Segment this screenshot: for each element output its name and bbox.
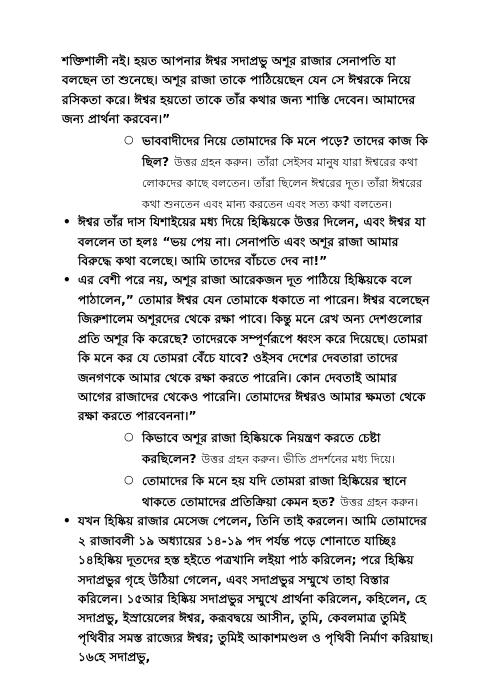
intro-paragraph: শক্তিশালী নই। হয়ত আপনার ঈশ্বর সদাপ্রভু অশূর রাজার সেনাপতি যা বলছেন তা শুনেছে। অশূর রাজা তাকে পাঠিয়েছেন যেন সে ঈশ্বরকে নিয়ে রসিকতা করে। ঈশ্বর হয়তো তাকে তাঁর কথার জন্য শাস্তি দেবেন। আমাদের জন্য প্রার্থনা করবেন।”: [62, 54, 416, 127]
bullet-dot-icon: •: [63, 514, 71, 529]
circle-bullet-icon: ○: [124, 429, 134, 443]
main-list-2: [62, 512, 434, 667]
document-page: [62, 52, 434, 668]
bullet-dot-icon: •: [63, 273, 71, 288]
question-text: কিভাবে অশূর রাজা হিষ্কিয়কে নিয়ন্ত্রণ করতে চেষ্টা করছিলেন?: [142, 430, 381, 467]
hint-text: উত্তর গ্রহন করুন।: [174, 156, 253, 170]
bullet-item: [62, 512, 434, 667]
hint-text: উত্তর গ্রহন করুন।: [340, 495, 419, 509]
sub-list-2: [62, 427, 434, 513]
scripture-text: ১৪হিষ্কিয় দূতদের হস্ত হইতে পত্রখানি লইয়া পাঠ করিলেন; পরে হিষ্কিয় সদাপ্রভুর গৃহে উঠিয়া গেলেন, এবং সদাপ্রভুর সম্মুখে তাহা বিস্তার করিলেন। ১৫আর হিষ্কিয় সদাপ্রভুর সম্মুখে প্রার্থনা করিলেন, কহিলেন, হে সদাপ্রভু, ইস্রায়েলের ঈশ্বর, করূবদ্বয়ে আসীন, তুমি, কেবলমাত্র তুমিই পৃথিবীর সমস্ত রাজ্যের ঈশ্বর; তুমিই আকাশমণ্ডল ও পৃথিবী নির্মাণ করিয়াছ। ১৬হে সদাপ্রভু,: [78, 553, 434, 665]
sub-bullet-item: [62, 427, 434, 470]
bullet-item: [62, 271, 434, 426]
circle-bullet-icon: ○: [124, 472, 134, 486]
sub-list-1: [62, 130, 434, 214]
sub-bullet-item: [62, 470, 434, 513]
bullet-text: এর বেশী পরে নয়, অশূর রাজা আরেকজন দূত পাঠিয়ে হিষ্কিয়কে বলে পাঠালেন,” তোমার ঈশ্বর যেন তোমাকে ধকাতে না পারেন। ঈশ্বর বলেছেন জিরুশালেম অশূরদের থেকে রক্ষা পাবে। কিন্তু মনে রেখ অন্য দেশগুলোর প্রতি অশূর কি করেছে? তাদেরকে সম্পূর্ণরূপে ধ্বংস করে দিয়েছে। তোমরা কি মনে কর যে তোমরা বেঁচে যাবে? ওইসব দেশের দেবতারা তাদের জনগণকে আমার থেকে রক্ষা করতে পারেনি। কোন দেবতাই আমার আগের রাজাদের থেকেও পারেনি। তোমাদের ঈশ্বরও আমার ক্ষমতা থেকে রক্ষা করতে পারবেননা।”: [78, 273, 430, 424]
sub-bullet-item: [62, 130, 434, 214]
bullet-dot-icon: •: [63, 215, 71, 230]
circle-bullet-icon: ○: [124, 132, 134, 146]
question-text: ভাববাদীদের নিয়ে তোমাদের কি মনে পড়ে? তাদের কাজ কি ছিল?: [142, 133, 428, 170]
answer-text: তাঁরা সেইসব মানুষ যারা ঈশ্বরের কথা লোকদের কাছে বলতেন। তাঁরা ছিলেন ঈশ্বরের দূত। তাঁরা ঈশ্বরের কথা শুনতেন এবং মান্য করতেন এবং সত্য কথা বলতেন।: [142, 156, 423, 211]
hint-text: উত্তর গ্রহন করুন। ভীতি প্রদর্শনের মধ্য দিয়ে।: [201, 453, 395, 467]
bullet-text: যখন হিষ্কিয় রাজার মেসেজ পেলেন, তিনি তাই করলেন। আমি তোমাদের ২ রাজাবলী ১৯ অধ্যায়ের ১৪-১৯ পদ পর্যন্ত পড়ে শোনাতে যাচ্ছিঃ: [78, 514, 427, 548]
question-text: তোমাদের কি মনে হয় যদি তোমরা রাজা হিষ্কিয়ের স্থানে থাকতে তোমাদের প্রতিক্রিয়া কেমন হত?: [142, 473, 407, 509]
bullet-item: [62, 213, 434, 271]
bullet-text: ঈশ্বর তাঁর দাস যিশাইয়ের মধ্য দিয়ে হিষ্কিয়কে উত্তর দিলেন, এবং ঈশ্বর যা বললেন তা হলঃ “ভয় পেয় না। সেনাপতি এবং অশূর রাজা আমার বিরুদ্ধে কথা বলেছে। আমি তাদের বাঁচতে দেব না!”: [78, 215, 426, 269]
main-list: [62, 213, 434, 426]
